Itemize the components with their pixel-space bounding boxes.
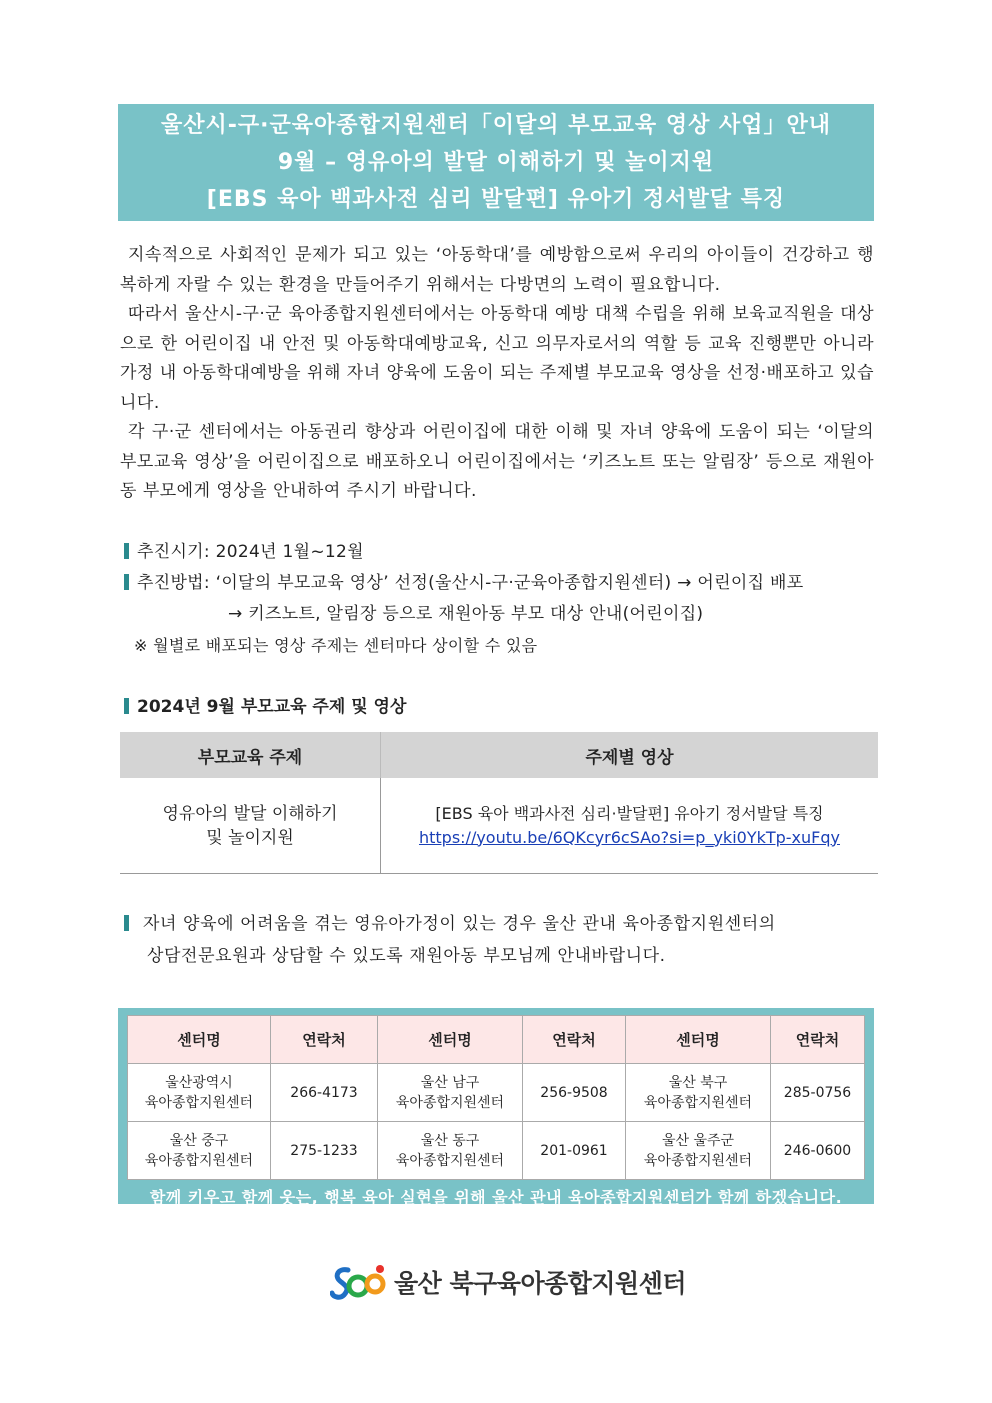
topic-line-2: 및 놀이지원 xyxy=(206,827,294,848)
table-row xyxy=(120,778,878,874)
intro-paragraph-3: 각 구·군 센터에서는 아동권리 향상과 어린이집에 대한 이해 및 자녀 양육에 도움이 되는 ‘이달의 부모교육 영상’을 어린이집으로 배포하오니 어린이집에서는 ‘키즈노트 또는 알림장’ 등으로 재원아동 부모에게 영상을 안내하여 주시기 바랍니다. xyxy=(120,422,874,501)
bullet-bar-icon xyxy=(124,915,129,931)
header-title-line1: 울산시-구·군육아종합지원센터「이달의 부모교육 영상 사업」안내 xyxy=(160,113,832,138)
topic-table-header xyxy=(120,732,878,778)
center-name: 울산 남구 육아종합지원센터 xyxy=(378,1064,523,1122)
method-text-1: 추진방법: ‘이달의 부모교육 영상’ 선정(울산시-구·군육아종합지원센터) → 어린이집 배포 xyxy=(137,573,804,593)
advice-line-1: 자녀 양육에 어려움을 겪는 영유아가정이 있는 경우 울산 관내 육아종합지원센터의 xyxy=(120,908,876,940)
bullet-period xyxy=(120,537,880,568)
topic-table xyxy=(120,732,878,874)
center-name: 울산 동구 육아종합지원센터 xyxy=(378,1122,523,1180)
topic-column-header: 부모교육 주제 xyxy=(120,732,381,778)
topic-cell xyxy=(120,778,381,874)
bullet-bar-icon xyxy=(124,698,129,714)
bullet-method-continued xyxy=(120,599,880,630)
center-phone: 285-0756 xyxy=(771,1064,865,1122)
video-title: [EBS 육아 백과사전 심리·발달편] 유아기 정서발달 특징 xyxy=(435,803,824,823)
center-name-header: 센터명 xyxy=(128,1016,271,1064)
header-title-line2: 9월 – 영유아의 발달 이해하기 및 놀이지원 xyxy=(277,150,715,175)
center-phone: 266-4173 xyxy=(271,1064,378,1122)
section-title-text: 2024년 9월 부모교육 주제 및 영상 xyxy=(137,697,407,717)
method-text-2: → 키즈노트, 알림장 등으로 재원아동 부모 대상 안내(어린이집) xyxy=(228,604,704,624)
center-name-header: 센터명 xyxy=(626,1016,771,1064)
phone-header: 연락처 xyxy=(271,1016,378,1064)
video-link[interactable]: https://youtu.be/6QKcyr6cSAo?si=p_yki0YkTp-xuFqy xyxy=(418,827,840,847)
center-logo-text: 울산 북구육아종합지원센터 xyxy=(394,1269,687,1298)
header-title-line3: [EBS 육아 백과사전 심리 발달편] 유아기 정서발달 특징 xyxy=(206,187,786,212)
contact-footer-message: 함께 키우고 함께 웃는, 행복 육아 실현을 위해 울산 관내 육아종합지원센터가 함께 하겠습니다. xyxy=(149,1188,843,1207)
phone-header: 연락처 xyxy=(771,1016,865,1064)
center-phone: 246-0600 xyxy=(771,1122,865,1180)
period-text: 추진시기: 2024년 1월~12월 xyxy=(137,542,364,562)
section-title xyxy=(120,693,406,721)
contact-table xyxy=(127,1015,865,1180)
center-name: 울산 북구 육아종합지원센터 xyxy=(626,1064,771,1122)
phone-header: 연락처 xyxy=(523,1016,626,1064)
advice-section xyxy=(120,908,876,972)
note-text: ※ 월별로 배포되는 영상 주제는 센터마다 상이할 수 있음 xyxy=(134,636,538,655)
center-phone: 201-0961 xyxy=(523,1122,626,1180)
video-column-header: 주제별 영상 xyxy=(381,732,879,778)
advice-line-2: 상담전문요원과 상담할 수 있도록 재원아동 부모님께 안내바랍니다. xyxy=(147,946,666,966)
center-name: 울산광역시 육아종합지원센터 xyxy=(128,1064,271,1122)
bullet-bar-icon xyxy=(124,543,129,559)
center-name-header: 센터명 xyxy=(378,1016,523,1064)
bullet-note xyxy=(120,630,880,661)
document-header xyxy=(118,104,874,221)
bullet-method xyxy=(120,568,880,599)
intro-section xyxy=(120,241,874,507)
center-name: 울산 중구 육아종합지원센터 xyxy=(128,1122,271,1180)
video-cell xyxy=(381,778,879,874)
center-name: 울산 울주군 육아종합지원센터 xyxy=(626,1122,771,1180)
plan-bullets xyxy=(120,537,880,661)
intro-paragraph-2: 따라서 울산시-구·군 육아종합지원센터에서는 아동학대 예방 대책 수립을 위해 보육교직원을 대상으로 한 어린이집 내 안전 및 아동학대예방교육, 신고 의무자로서의 역할 등 교육 진행뿐만 아니라 가정 내 아동학대예방을 위해 자녀 양육에 도움이 되는 주제별 부모교육 영상을 선정·배포하고 있습니다. xyxy=(120,304,874,413)
center-logo xyxy=(330,1262,686,1302)
topic-line-1: 영유아의 발달 이해하기 xyxy=(162,803,338,824)
contact-table-header xyxy=(128,1016,865,1064)
center-phone: 275-1233 xyxy=(271,1122,378,1180)
table-row xyxy=(128,1064,865,1122)
contact-box xyxy=(118,1008,874,1207)
table-row xyxy=(128,1122,865,1180)
bullet-bar-icon xyxy=(124,574,129,590)
center-phone: 256-9508 xyxy=(523,1064,626,1122)
center-logo-icon xyxy=(330,1262,388,1302)
intro-paragraph-1: 지속적으로 사회적인 문제가 되고 있는 ‘아동학대’를 예방함으로써 우리의 아이들이 건강하고 행복하게 자랄 수 있는 환경을 만들어주기 위해서는 다방면의 노력이 필요합니다. xyxy=(120,245,874,295)
